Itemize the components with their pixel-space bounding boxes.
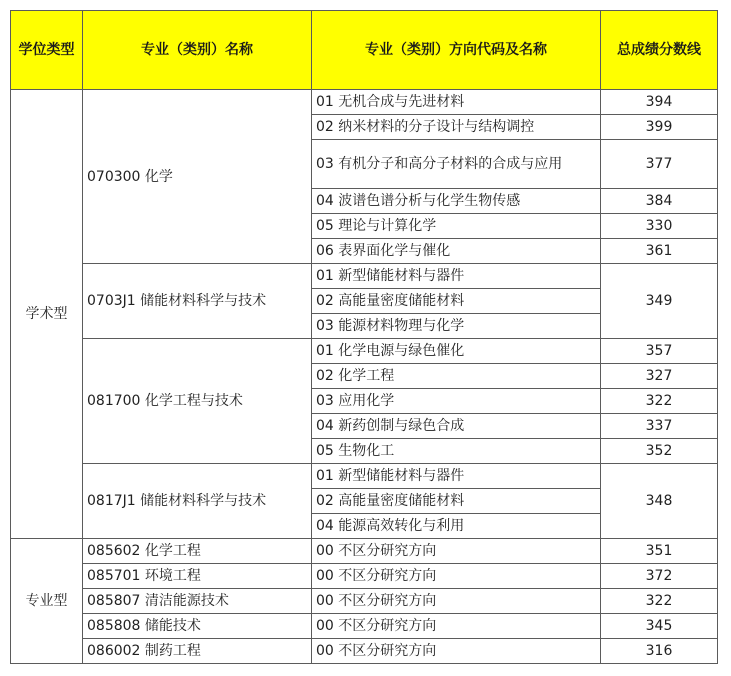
direction-cell: 06 表界面化学与催化: [312, 239, 601, 264]
score-cell: 372: [601, 564, 718, 589]
direction-cell: 00 不区分研究方向: [312, 564, 601, 589]
major-name-cell: 0703J1 储能材料科学与技术: [83, 264, 312, 339]
score-cell: 361: [601, 239, 718, 264]
score-cell: 330: [601, 214, 718, 239]
table-row: [11, 589, 718, 614]
table-row: [11, 464, 718, 489]
major-name-cell: 086002 制药工程: [83, 639, 312, 664]
score-cell: 345: [601, 614, 718, 639]
header-major-name: 专业（类别）名称: [83, 11, 312, 90]
direction-cell: 02 高能量密度储能材料: [312, 289, 601, 314]
score-line-table: [10, 10, 718, 664]
header-score: 总成绩分数线: [601, 11, 718, 90]
score-cell: 399: [601, 115, 718, 140]
score-cell: 322: [601, 389, 718, 414]
header-direction: 专业（类别）方向代码及名称: [312, 11, 601, 90]
major-name-cell: 085807 清洁能源技术: [83, 589, 312, 614]
table-row: [11, 614, 718, 639]
direction-cell: 03 有机分子和高分子材料的合成与应用: [312, 140, 601, 189]
degree-type-cell: 专业型: [11, 539, 83, 664]
major-name-cell: 085701 环境工程: [83, 564, 312, 589]
major-name-cell: 0817J1 储能材料科学与技术: [83, 464, 312, 539]
direction-cell: 01 化学电源与绿色催化: [312, 339, 601, 364]
score-cell: 349: [601, 264, 718, 339]
table-row: [11, 539, 718, 564]
direction-cell: 00 不区分研究方向: [312, 614, 601, 639]
table-body: [11, 90, 718, 664]
direction-cell: 03 能源材料物理与化学: [312, 314, 601, 339]
direction-cell: 02 化学工程: [312, 364, 601, 389]
major-name-cell: 081700 化学工程与技术: [83, 339, 312, 464]
direction-cell: 00 不区分研究方向: [312, 589, 601, 614]
direction-cell: 04 能源高效转化与利用: [312, 514, 601, 539]
score-cell: 337: [601, 414, 718, 439]
score-cell: 377: [601, 140, 718, 189]
table-row: [11, 90, 718, 115]
direction-cell: 02 高能量密度储能材料: [312, 489, 601, 514]
degree-type-cell: 学术型: [11, 90, 83, 539]
table-row: [11, 264, 718, 289]
direction-cell: 00 不区分研究方向: [312, 639, 601, 664]
table-row: [11, 339, 718, 364]
direction-cell: 04 新药创制与绿色合成: [312, 414, 601, 439]
major-name-cell: 085808 储能技术: [83, 614, 312, 639]
major-name-cell: 085602 化学工程: [83, 539, 312, 564]
direction-cell: 04 波谱色谱分析与化学生物传感: [312, 189, 601, 214]
direction-cell: 01 新型储能材料与器件: [312, 464, 601, 489]
header-row: [11, 11, 718, 90]
direction-cell: 01 无机合成与先进材料: [312, 90, 601, 115]
major-name-cell: 070300 化学: [83, 90, 312, 264]
score-cell: 384: [601, 189, 718, 214]
score-cell: 348: [601, 464, 718, 539]
direction-cell: 01 新型储能材料与器件: [312, 264, 601, 289]
score-cell: 357: [601, 339, 718, 364]
score-cell: 327: [601, 364, 718, 389]
score-cell: 351: [601, 539, 718, 564]
table-row: [11, 639, 718, 664]
direction-cell: 00 不区分研究方向: [312, 539, 601, 564]
score-cell: 352: [601, 439, 718, 464]
table-row: [11, 564, 718, 589]
score-cell: 316: [601, 639, 718, 664]
score-cell: 394: [601, 90, 718, 115]
score-cell: 322: [601, 589, 718, 614]
direction-cell: 05 理论与计算化学: [312, 214, 601, 239]
direction-cell: 02 纳米材料的分子设计与结构调控: [312, 115, 601, 140]
direction-cell: 03 应用化学: [312, 389, 601, 414]
header-degree-type: 学位类型: [11, 11, 83, 90]
direction-cell: 05 生物化工: [312, 439, 601, 464]
